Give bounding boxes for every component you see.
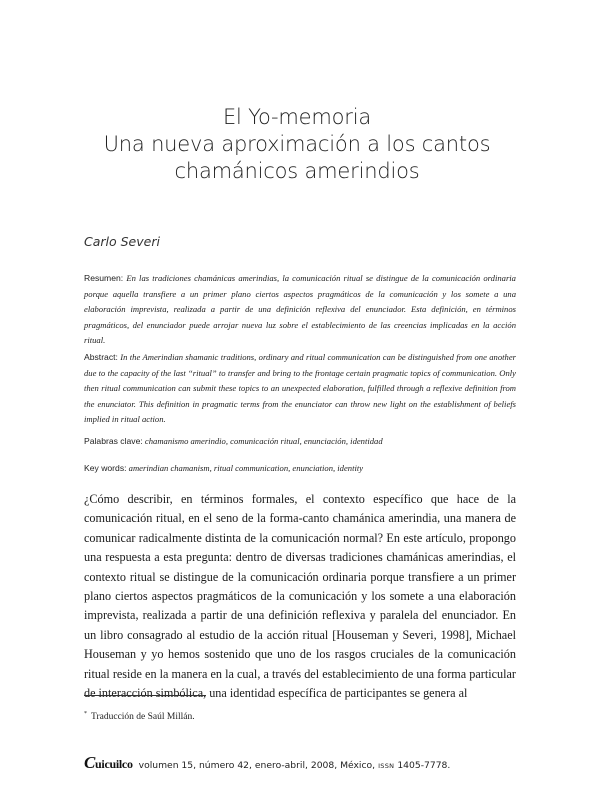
title-line-3: chamánicos amerindios <box>174 159 420 183</box>
resumen-label: Resumen: <box>84 273 124 283</box>
resumen-text: En las tradiciones chamánicas amerindias, la comunicación ritual se distingue de la comunicación ordinaria porque aquella transfiere a un primer plano ciertos aspectos pragmáticos de la comunicación y los somete a una elaboración imprevista, realizada a partir de una definición reflexiva del enunciador. Esta definición, en términos pragmáticos, del enunciador puede arrojar nueva luz sobre el establecimiento de las creencias implicadas en la acción ritual. <box>84 273 516 346</box>
key-words-text: amerindian chamanism, ritual communication, enunciation, identity <box>128 463 364 473</box>
author-name: Carlo Severi <box>84 234 160 249</box>
footnote-divider <box>84 695 206 696</box>
palabras-clave-text: chamanismo amerindio, comunicación ritual, enunciación, identidad <box>144 436 383 446</box>
abstract-text: In the Amerindian shamanic traditions, ordinary and ritual communication can be distinguished from one another due to the capacity of the last “ritual” to transfer and bring to the frontage certain pragmatic topics of communication. Only then ritual communication can submit these topics to an unexpected elaboration, fulfilled through a reflexive definition from the enunciator. This definition in pragmatic terms from the enunciator can throw new light on the establishment of beliefs implied in ritual action. <box>84 352 516 425</box>
abstract-label: Abstract: <box>84 352 118 362</box>
key-words-label: Key words: <box>84 463 127 473</box>
footnote-text: Traducción de Saúl Millán. <box>91 712 195 722</box>
issn-label: ISSN <box>378 762 395 770</box>
resumen-paragraph <box>84 271 516 349</box>
issn-number: 1405-7778. <box>397 760 451 771</box>
key-words <box>84 461 516 477</box>
article-title <box>60 104 534 185</box>
footnote-marker: * <box>84 711 87 717</box>
palabras-clave-label: Palabras clave: <box>84 436 143 446</box>
footer-citation: volumen 15, número 42, enero-abril, 2008, México, <box>138 760 376 771</box>
journal-footer <box>84 753 524 773</box>
body-paragraph: ¿Cómo describir, en términos formales, el contexto específico que hace de la comunicación ritual, en el seno de la forma-canto chamánica amerindia, una manera de comunicar radicalmente distinta de la comunicación normal? En este artículo, propongo una respuesta a esta pregunta: dentro de diversas tradiciones chamánicas amerindias, el contexto ritual se distingue de la comunicación ordinaria porque transfiere a un primer plano ciertos aspectos pragmáticos de la comunicación y los somete a una elaboración imprevista, realizada a partir de una definición reflexiva y paralela del enunciador. En un libro consagrado al estudio de la acción ritual [Houseman y Severi, 1998], Michael Houseman y yo hemos sostenido que uno de los rasgos cruciales de la comunicación ritual reside en la manera en la cual, a través del establecimiento de una forma particular de interacción simbólica, una identidad específica de participantes se genera al <box>84 492 516 701</box>
title-line-1: El Yo-memoria <box>222 105 372 129</box>
palabras-clave <box>84 434 516 450</box>
title-line-2: Una nueva aproximación a los cantos <box>103 132 491 156</box>
abstract-paragraph <box>84 350 516 428</box>
journal-logo: Cuicuilco <box>84 753 133 772</box>
footnote <box>84 711 195 722</box>
journal-logo-rest: uicuilco <box>95 757 133 771</box>
